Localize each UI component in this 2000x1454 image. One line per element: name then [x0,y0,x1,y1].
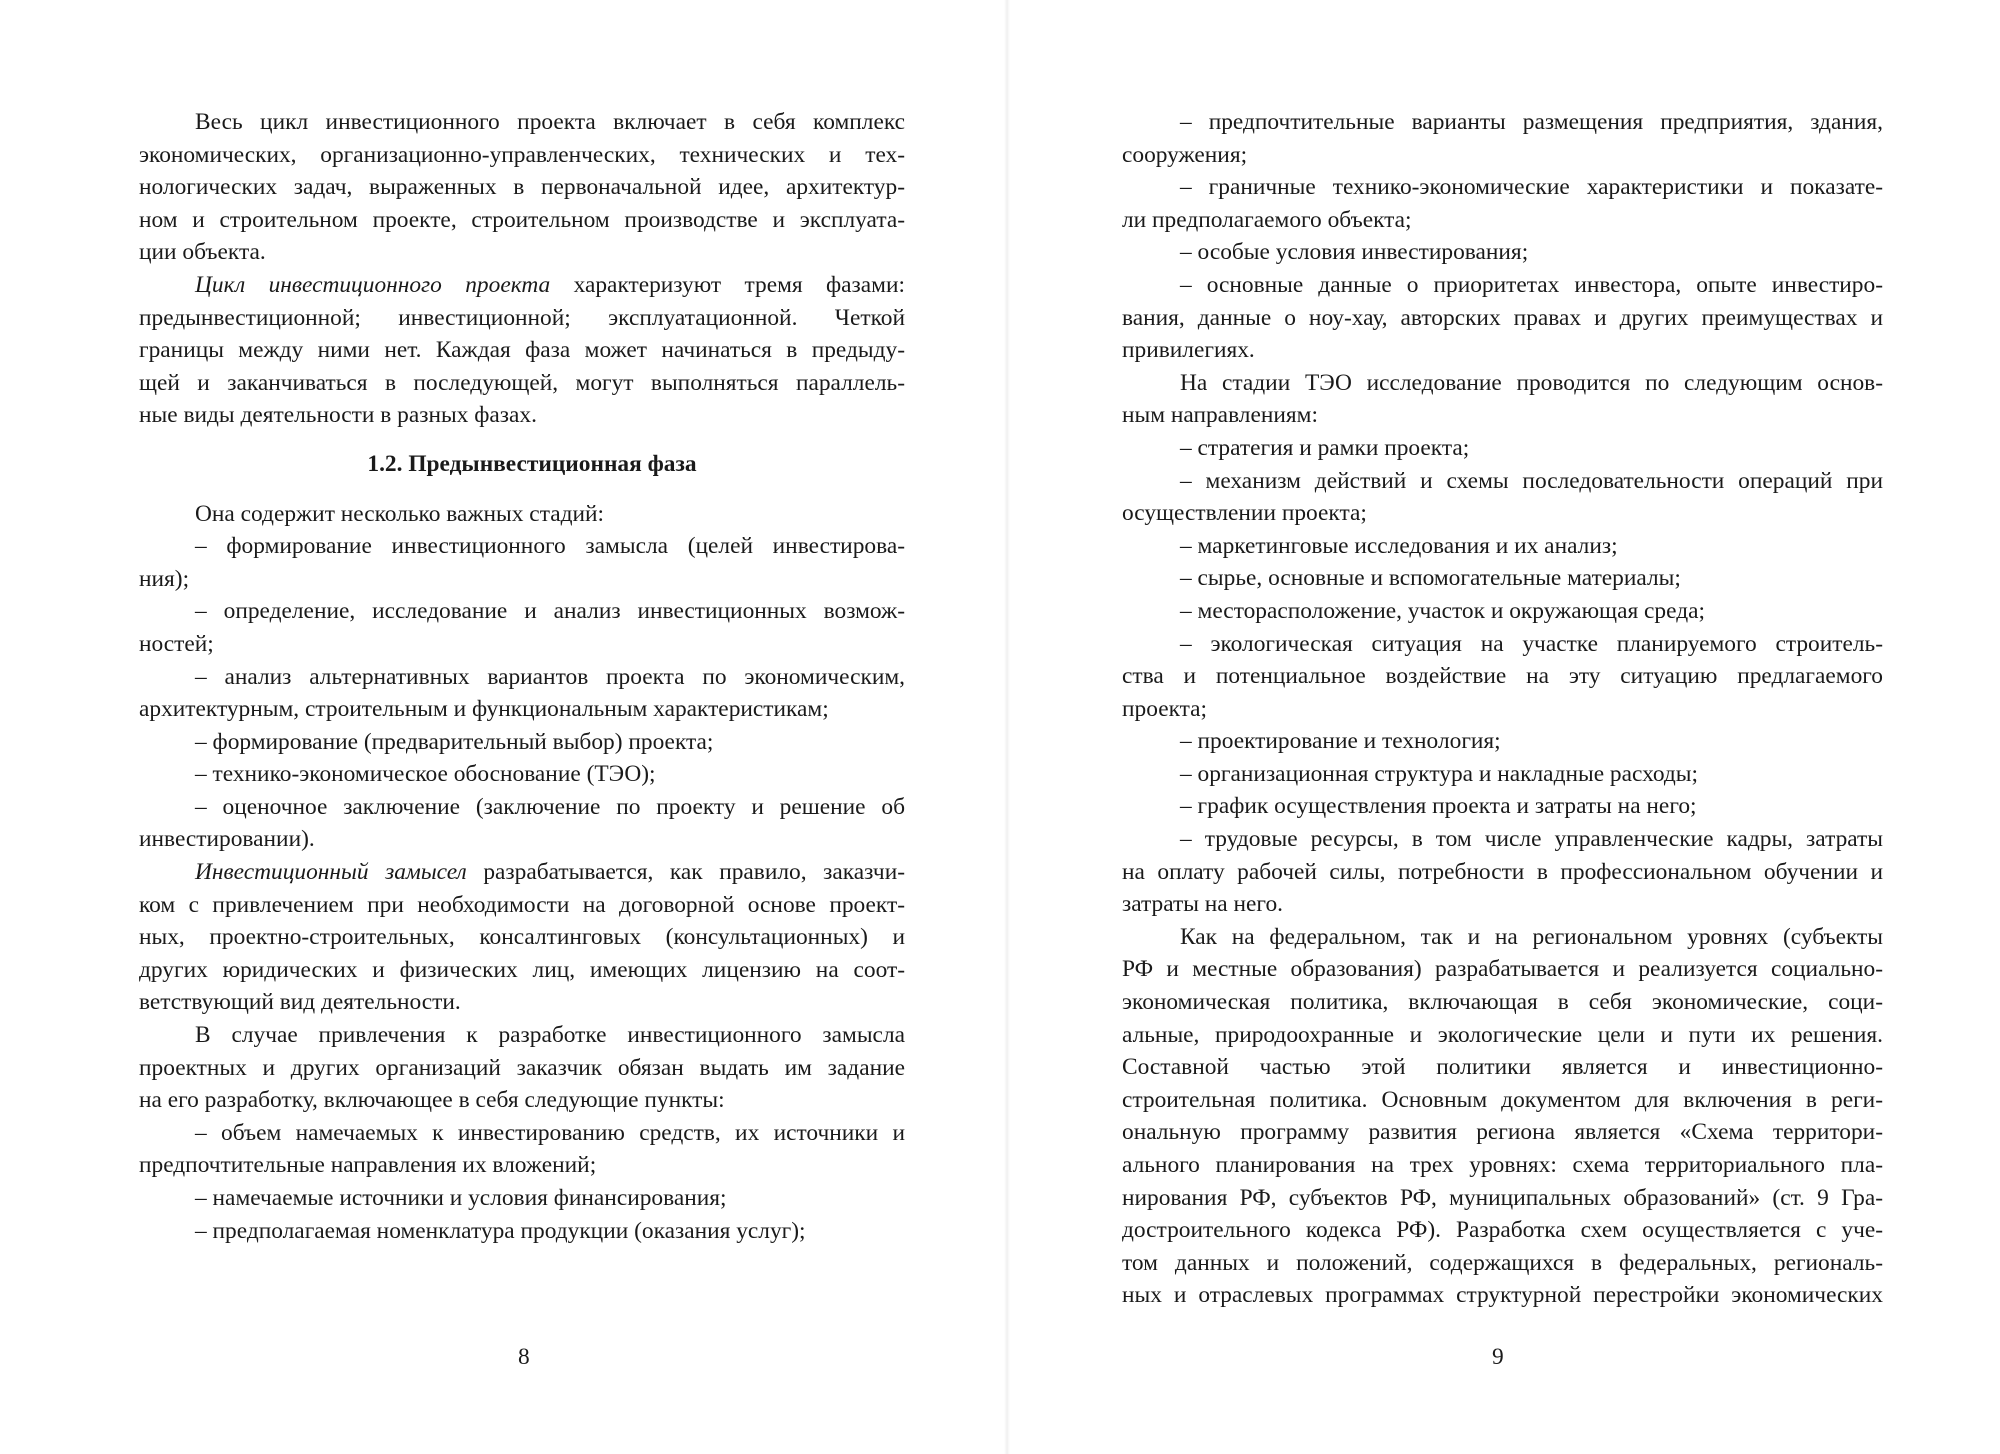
text-line: ные виды деятельности в разных фазах. [139,402,537,429]
text-line: Весь цикл инвестиционного проекта включает в себя комплекс [195,109,905,135]
list-item: – формирование (предварительный выбор) проекта; [195,728,714,755]
list-item: – маркетинговые исследования и их анализ; [1180,532,1618,559]
text-line: привилегиях. [1122,337,1255,364]
text-line [139,269,905,302]
text-span: разрабатывается, как правило, заказчи- [483,859,906,886]
list-item: – основные данные о приоритетах инвестора, опыте инвестиро- [1180,271,1883,298]
text-line: ных и отраслевых программах структурной перестройки экономических [1122,1282,1883,1309]
text-line: сооружения; [1122,141,1248,168]
list-item: – особые условия инвестирования; [1180,239,1529,266]
text-line: границы между ними нет. Каждая фаза может начинаться в предыду- [139,337,905,364]
text-line: предынвестиционной; инвестиционной; эксплуатационной. Четкой [139,304,905,331]
list-item: – трудовые ресурсы, в том числе управленческие кадры, затраты [1180,826,1883,853]
text-line: осуществлении проекта; [1122,500,1367,527]
left-page [139,106,905,1247]
text-line: достроительного кодекса РФ). Разработка схем осуществляется с уче- [1122,1217,1883,1244]
text-line: ства и потенциальное воздействие на эту ситуацию предлагаемого [1122,663,1883,690]
text-line: предпочтительные направления их вложений; [139,1152,597,1179]
text-line: проекта; [1122,695,1208,722]
text-line: щей и заканчиваться в последующей, могут выполняться параллель- [139,369,905,396]
text-line: ния); [139,565,190,592]
text-line [139,856,905,889]
text-line: ональную программу развития региона является «Схема территори- [1122,1119,1883,1146]
book-gutter [1004,0,1010,1454]
text-line: ветствующий вид деятельности. [139,989,461,1016]
text-line: на оплату рабочей силы, потребности в профессиональном обучении и [1122,858,1883,885]
text-line: архитектурным, строительным и функциональным характеристикам; [139,696,829,723]
list-item: – намечаемые источники и условия финансирования; [195,1185,727,1211]
text-line: затраты на него. [1122,891,1283,918]
text-line: ностей; [139,630,214,657]
list-item: – технико-экономическое обоснование (ТЭО); [195,761,656,788]
text-line: Как на федеральном, так и на региональном уровнях (субъекты [1180,923,1883,950]
list-item: – определение, исследование и анализ инвестиционных возмож- [195,598,905,625]
text-line: нологических задач, выраженных в первоначальной идее, архитектур- [139,174,905,201]
list-item: – график осуществления проекта и затраты на него; [1180,793,1697,820]
text-line: нирования РФ, субъектов РФ, муниципальных образований» (ст. 9 Гра- [1122,1184,1883,1211]
text-line: на его разработку, включающее в себя следующие пункты: [139,1087,725,1114]
text-line: Она содержит несколько важных стадий: [195,500,605,527]
list-item: – оценочное заключение (заключение по проекту и решение об [195,793,905,820]
list-item: – предпочтительные варианты размещения предприятия, здания, [1180,109,1883,135]
list-item: – проектирование и технология; [1180,728,1501,755]
text-line: ции объекта. [139,239,266,266]
text-line: ном и строительном проекте, строительном производстве и эксплуата- [139,206,905,233]
text-line: В случае привлечения к разработке инвестиционного замысла [195,1022,905,1049]
text-line: строительная политика. Основным документом для включения в реги- [1122,1086,1883,1113]
text-line: ных, проектно-строительных, консалтинговых (консультационных) и [139,924,905,951]
text-line: ального планирования на трех уровнях: схема территориального пла- [1122,1152,1883,1178]
list-item: – сырье, основные и вспомогательные материалы; [1180,565,1681,592]
text-line: Составной частью этой политики является и инвестиционно- [1122,1054,1883,1081]
list-item: – предполагаемая номенклатура продукции (оказания услуг); [195,1217,806,1244]
list-item: – анализ альтернативных вариантов проекта по экономическим, [195,663,905,690]
section-heading: 1.2. Предынвестиционная фаза [367,450,697,477]
italic-term: Цикл инвестиционного проекта [195,271,551,298]
text-line: ком с привлечением при необходимости на договорной основе проект- [139,891,905,918]
text-line: проектных и других организаций заказчик обязан выдать им задание [139,1054,905,1081]
list-item: – месторасположение, участок и окружающая среда; [1180,597,1705,624]
list-item: – организационная структура и накладные расходы; [1180,760,1699,787]
list-item: – экологическая ситуация на участке планируемого строитель- [1180,630,1883,657]
text-line: экономическая политика, включающая в себя экономические, соци- [1122,989,1883,1016]
list-item: – граничные технико-экономические характеристики и показате- [1180,174,1883,201]
right-page [1122,106,1883,1312]
text-line: экономических, организационно-управленческих, технических и тех- [139,141,905,168]
text-line: РФ и местные образования) разрабатывается и реализуется социально- [1122,956,1883,983]
list-item: – механизм действий и схемы последовательности операций при [1180,467,1883,494]
text-line: том данных и положений, содержащихся в федеральных, региональ- [1122,1249,1883,1276]
text-line: вания, данные о ноу-хау, авторских правах и других преимуществах и [1122,304,1883,331]
list-item: – объем намечаемых к инвестированию средств, их источники и [195,1119,905,1146]
page-number-left: 8 [518,1344,530,1370]
list-item: – стратегия и рамки проекта; [1180,434,1470,461]
list-item: – формирование инвестиционного замысла (целей инвестирова- [195,533,905,560]
page-number-right: 9 [1492,1344,1504,1370]
text-line: альные, природоохранные и экологические цели и пути их решения. [1122,1021,1883,1048]
text-line: инвестировании). [139,826,315,853]
text-line: На стадии ТЭО исследование проводится по следующим основ- [1180,369,1883,396]
text-line: ли предполагаемого объекта; [1122,206,1412,233]
text-line: ным направлениям: [1122,402,1318,429]
text-line: других юридических и физических лиц, имеющих лицензию на соот- [139,956,905,983]
text-span: характеризуют тремя фазами: [573,271,905,298]
italic-term: Инвестиционный замысел [195,859,467,886]
